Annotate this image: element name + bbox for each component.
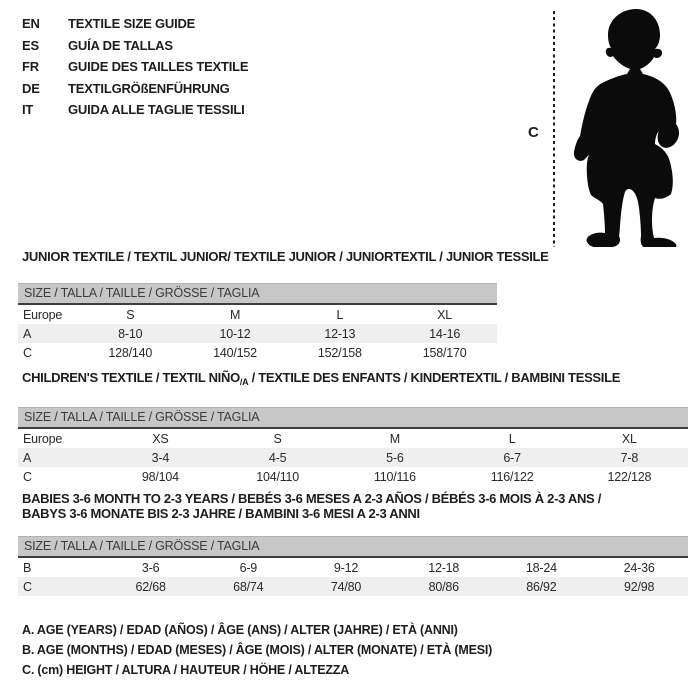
list-item xyxy=(22,56,248,78)
size-value-cell: 7-8 xyxy=(620,450,639,465)
size-value-cell: XL xyxy=(437,307,453,322)
row-label: B xyxy=(23,560,32,575)
size-value-cell: 8-10 xyxy=(118,326,143,341)
language-code: IT xyxy=(22,102,34,118)
table-row xyxy=(18,577,688,596)
title-part: CHILDREN'S TEXTILE / TEXTIL NIÑO xyxy=(22,370,240,385)
row-label: Europe xyxy=(23,307,63,322)
row-label: Europe xyxy=(23,431,63,446)
row-label: A xyxy=(23,450,32,465)
language-title: GUIDA ALLE TAGLIE TESSILI xyxy=(68,102,245,118)
row-label: A xyxy=(23,326,32,341)
size-value-cell: 12-18 xyxy=(428,560,460,575)
junior-size-table xyxy=(18,305,497,362)
table-row xyxy=(18,558,688,577)
language-title: GUÍA DE TALLAS xyxy=(68,37,173,53)
size-value-cell: M xyxy=(389,431,400,446)
size-value-cell: 80/86 xyxy=(428,579,459,594)
size-value-cell: 110/116 xyxy=(373,469,416,484)
legend-line-a: A. AGE (YEARS) / EDAD (AÑOS) / ÂGE (ANS) / ALTER (JAHRE) / ETÀ (ANNI) xyxy=(22,623,458,637)
section-title: JUNIOR TEXTILE / TEXTIL JUNIOR/ TEXTILE JUNIOR / JUNIORTEXTIL / JUNIOR TESSILE xyxy=(22,249,549,264)
size-value-cell: 14-16 xyxy=(429,326,461,341)
size-value-cell: 68/74 xyxy=(233,579,264,594)
measure-legend xyxy=(22,620,492,680)
language-code: FR xyxy=(22,59,39,75)
size-value-cell: 152/158 xyxy=(317,345,362,360)
title-line-1: BABIES 3-6 MONTH TO 2-3 YEARS / BEBÉS 3-6 MESES A 2-3 AÑOS / BÉBÉS 3-6 MOIS À 2-3 ANS / xyxy=(22,491,602,506)
size-value-cell: L xyxy=(336,307,344,322)
table-row xyxy=(18,305,497,324)
language-title: TEXTILGRÖßENFÜHRUNG xyxy=(68,80,230,96)
language-title-list xyxy=(22,13,248,121)
language-code: EN xyxy=(22,16,40,32)
size-value-cell: M xyxy=(229,307,241,322)
size-value-cell: 6-9 xyxy=(239,560,258,575)
row-label: C xyxy=(23,469,32,484)
size-value-cell: 6-7 xyxy=(503,450,521,465)
size-header-bar: SIZE / TALLA / TAILLE / GRÖSSE / TAGLIA xyxy=(18,283,497,305)
title-line-2: BABYS 3-6 MONATE BIS 2-3 JAHRE / BAMBINI 3-6 MESI A 2-3 ANNI xyxy=(22,506,420,521)
size-value-cell: 158/170 xyxy=(422,345,467,360)
size-value-cell: S xyxy=(126,307,135,322)
section-children-textile xyxy=(18,370,688,486)
height-measure-dotted-line xyxy=(553,11,555,247)
table-row xyxy=(18,448,688,467)
size-value-cell: 98/104 xyxy=(141,469,179,484)
table-row xyxy=(18,429,688,448)
size-value-cell: 140/152 xyxy=(213,345,257,360)
size-value-cell: 74/80 xyxy=(330,579,362,594)
babies-size-table xyxy=(18,558,688,596)
size-value-cell: 92/98 xyxy=(623,579,655,594)
legend-line-c: C. (cm) HEIGHT / ALTURA / HAUTEUR / HÖHE / ALTEZZA xyxy=(22,663,350,677)
row-label: C xyxy=(23,579,32,594)
list-item xyxy=(22,13,248,35)
legend-line-b: B. AGE (MONTHS) / EDAD (MESES) / ÂGE (MOIS) / ALTER (MONATE) / ETÀ (MESI) xyxy=(22,643,493,657)
size-value-cell: 62/68 xyxy=(135,579,166,594)
size-value-cell: 3-4 xyxy=(151,450,170,465)
size-header-bar: SIZE / TALLA / TAILLE / GRÖSSE / TAGLIA xyxy=(18,536,688,558)
size-value-cell: 4-5 xyxy=(268,450,287,465)
size-value-cell: 10-12 xyxy=(219,326,251,341)
section-junior-textile xyxy=(18,249,549,362)
height-measure-label: C xyxy=(528,124,539,141)
size-value-cell: 3-6 xyxy=(141,560,160,575)
section-title xyxy=(18,370,688,390)
size-value-cell: 12-13 xyxy=(324,326,356,341)
size-value-cell: 9-12 xyxy=(333,560,359,575)
size-value-cell: 116/122 xyxy=(490,469,534,484)
title-subscript: /A xyxy=(239,377,249,387)
children-size-table xyxy=(18,429,688,486)
size-value-cell: XL xyxy=(621,431,637,446)
list-item xyxy=(22,78,248,100)
size-value-cell: 122/128 xyxy=(607,469,652,484)
size-value-cell: 5-6 xyxy=(386,450,404,465)
table-row xyxy=(18,343,497,362)
list-item xyxy=(22,35,248,57)
size-value-cell: XS xyxy=(152,431,169,446)
size-value-cell: 24-36 xyxy=(623,560,655,575)
list-item xyxy=(22,99,248,121)
language-title: TEXTILE SIZE GUIDE xyxy=(68,16,196,32)
size-value-cell: 128/140 xyxy=(108,345,153,360)
section-babies-textile xyxy=(18,491,688,596)
size-value-cell: 104/110 xyxy=(256,469,300,484)
size-header-bar: SIZE / TALLA / TAILLE / GRÖSSE / TAGLIA xyxy=(18,407,688,429)
size-value-cell: S xyxy=(273,431,282,446)
section-title xyxy=(18,491,688,521)
row-label: C xyxy=(23,345,32,360)
language-code: ES xyxy=(22,37,39,53)
language-title: GUIDE DES TAILLES TEXTILE xyxy=(68,59,249,75)
table-row xyxy=(18,467,688,486)
language-code: DE xyxy=(22,80,40,96)
table-row xyxy=(18,324,497,343)
size-value-cell: 18-24 xyxy=(525,560,557,575)
title-part: / TEXTILE DES ENFANTS / KINDERTEXTIL / BAMBINI TESSILE xyxy=(248,370,621,385)
size-value-cell: L xyxy=(508,431,516,446)
size-value-cell: 86/92 xyxy=(526,579,557,594)
toddler-silhouette-icon xyxy=(564,5,700,247)
